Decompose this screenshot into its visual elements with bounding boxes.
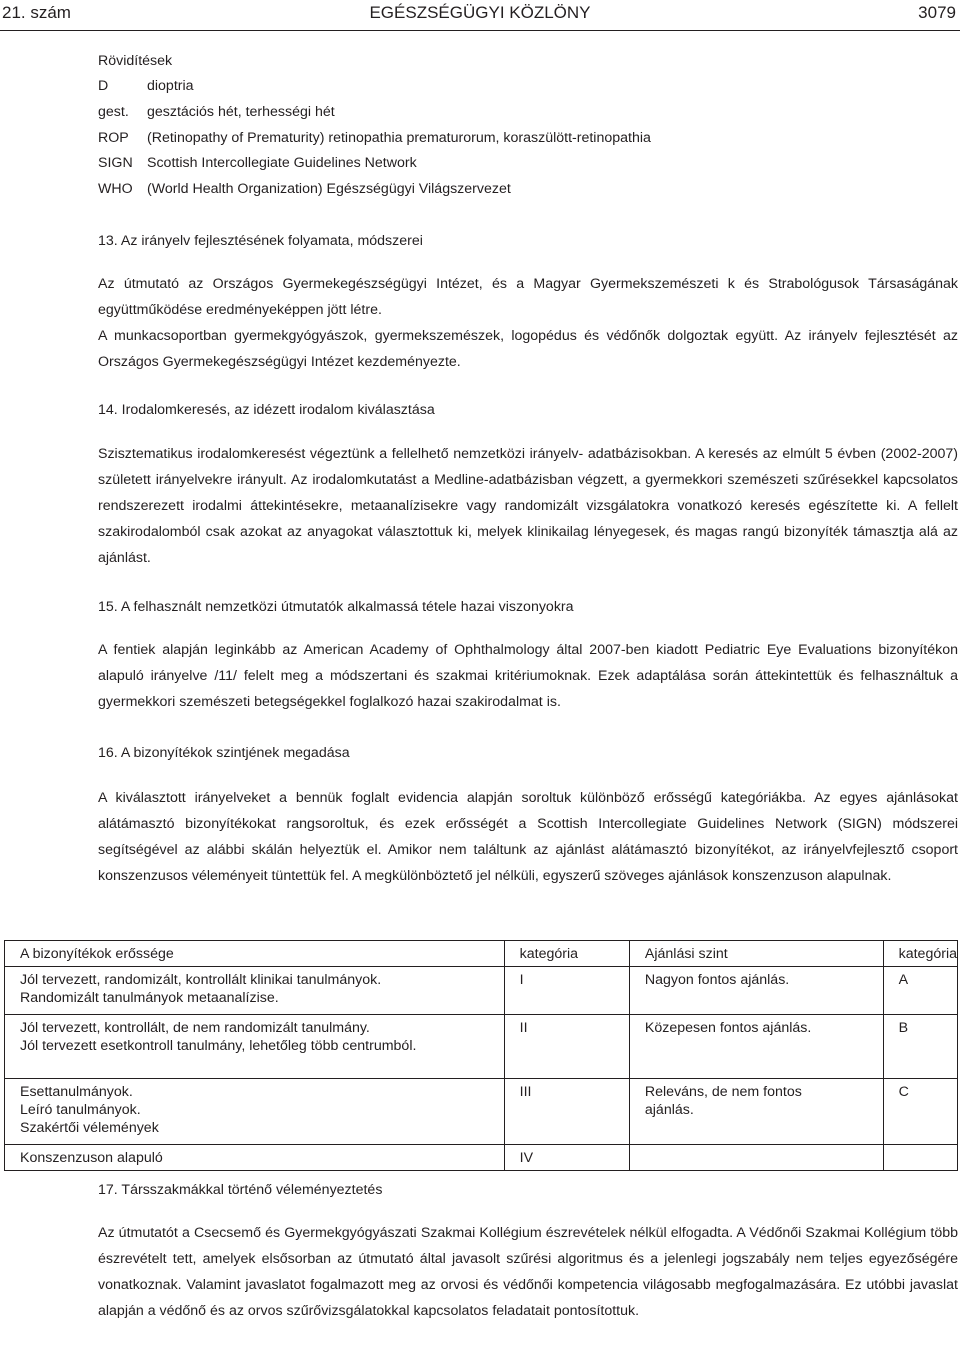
- evidence-cell: [5, 1015, 505, 1079]
- abbreviation-description: (World Health Organization) Egészségügyi Világszervezet: [147, 181, 511, 197]
- section-17-paragraph-1: Az útmutatót a Csecsemő és Gyermekgyógyászati Szakmai Kollégium észrevételek nélkül elfogadta. A Védőnői Szakmai Kollégium több észrevételt tett, amelyek elsősorban az útmutató által javasolt szűrési algoritmus és a jelenlegi jogszabály nem teljes egyezőségére vonatkoznak. Valamint javaslatot fogalmazott meg az orvosi és védőnői kompetencia világosabb megfogalmazására. Ez utóbbi javaslat alapján a védőnő és az orvos szűrővizsgálatokkal kapcsolatos feladatait pontosítottuk.: [98, 1225, 958, 1319]
- section-16-paragraph-1: A kiválasztott irányelveket a bennük foglalt evidencia alapján soroltuk különböző erősségű kategóriákba. Az egyes ajánlásokat alátámasztó bizonyítékokat rangsoroltuk, és ezek erősségét a Scottish Intercollegiate Guidelines Network (SIGN) módszerei segítségével az alábbi skálán helyeztük el. Amikor nem találtunk az ajánlást alátámasztó bizonyítékot, az irányelvfejlesztő csoport konszenzusos véleményeit tüntettük fel. A megkülönböztető jel nélküli, egyszerű szöveges ajánlások konszenzuson alapulnak.: [98, 790, 958, 884]
- evidence-line: Leíró tanulmányok.: [20, 1102, 141, 1118]
- evidence-line: Jól tervezett, kontrollált, de nem randomizált tanulmány.: [20, 1020, 370, 1036]
- section-13-heading: 13. Az irányelv fejlesztésének folyamata, módszerei: [98, 233, 423, 249]
- recommendation-category-cell: B: [883, 1015, 957, 1079]
- section-15-heading: 15. A felhasznált nemzetközi útmutatók alkalmassá tétele hazai viszonyokra: [98, 599, 574, 615]
- recommendation-category-cell: A: [883, 967, 957, 1015]
- evidence-category-cell: II: [504, 1015, 629, 1079]
- recommendation-category-cell: C: [883, 1079, 957, 1145]
- section-13-paragraph-1: Az útmutató az Országos Gyermekegészségügyi Intézet, és a Magyar Gyermekszemészeti k és Strabológusok Társaságának együttműködése eredményeképpen jött létre.: [98, 276, 958, 318]
- table-header-row: [5, 941, 958, 967]
- abbreviation-code: WHO: [98, 181, 133, 197]
- abbreviation-description: dioptria: [147, 78, 194, 94]
- evidence-line: Szakértői vélemények: [20, 1120, 159, 1136]
- abbreviation-code: gest.: [98, 104, 129, 120]
- column-header-evidence-strength: A bizonyítékok erőssége: [5, 941, 505, 967]
- recommendation-level-cell: Közepesen fontos ajánlás.: [629, 1015, 883, 1079]
- evidence-cell: [5, 967, 505, 1015]
- section-14-paragraph-1: Szisztematikus irodalomkeresést végeztünk a fellelhető nemzetközi irányelv- adatbázisokban. A keresés az elmúlt 5 évben (2002-2007) született irányelvekre irányult. Az irodalomkutatást a Medline-adatbázisban végzett, a gyermekkori szemészeti szűrésekkel kapcsolatos rendszerezett irodalmi áttekintésekre, metaanalízisekre vagy randomizált vizsgálatokra vonatkozó keresés egészítette ki. A fellelt szakirodalomból csak azokat az anyagokat választottuk ki, melyek klinikailag lényegesek, és magas rangú bizonyíték támasztja alá az ajánlást.: [98, 446, 958, 566]
- abbreviation-description: (Retinopathy of Prematurity) retinopathia prematurorum, koraszülött-retinopathia: [147, 130, 651, 146]
- evidence-line: Konszenzuson alapuló: [20, 1150, 163, 1166]
- section-17-heading: 17. Társszakmákkal történő véleményeztetés: [98, 1182, 383, 1198]
- evidence-cell: [5, 1079, 505, 1145]
- evidence-line: Randomizált tanulmányok metaanalízise.: [20, 990, 279, 1006]
- abbreviation-description: gesztációs hét, terhességi hét: [147, 104, 335, 120]
- evidence-line: Jól tervezett esetkontroll tanulmány, lehetőleg több centrumból.: [20, 1038, 417, 1054]
- evidence-level-table: [4, 940, 958, 1171]
- issue-number: 21. szám: [2, 3, 71, 22]
- table-row: [5, 1079, 958, 1145]
- evidence-line: Jól tervezett, randomizált, kontrollált klinikai tanulmányok.: [20, 972, 382, 988]
- page-header: [0, 0, 960, 31]
- column-header-recommendation-level: Ajánlási szint: [629, 941, 883, 967]
- table-row: [5, 1145, 958, 1171]
- evidence-line: Esettanulmányok.: [20, 1084, 133, 1100]
- recommendation-category-cell: [883, 1145, 957, 1171]
- table-row: [5, 967, 958, 1015]
- evidence-cell: [5, 1145, 505, 1171]
- recommendation-level-cell: Releváns, de nem fontos ajánlás.: [629, 1079, 883, 1145]
- evidence-category-cell: IV: [504, 1145, 629, 1171]
- publication-title: EGÉSZSÉGÜGYI KÖZLÖNY: [369, 3, 591, 22]
- abbreviation-code: D: [98, 78, 109, 94]
- evidence-category-cell: III: [504, 1079, 629, 1145]
- column-header-recommendation-category: kategória: [883, 941, 957, 967]
- evidence-category-cell: I: [504, 967, 629, 1015]
- column-header-evidence-category: kategória: [504, 941, 629, 967]
- abbreviation-code: ROP: [98, 130, 129, 146]
- recommendation-level-cell: Nagyon fontos ajánlás.: [629, 967, 883, 1015]
- page-number: 3079: [918, 3, 956, 22]
- abbreviation-code: SIGN: [98, 155, 133, 171]
- section-15-paragraph-1: A fentiek alapján leginkább az American Academy of Ophthalmology által 2007-ben kiadott Pediatric Eye Evaluations bizonyítékon alapuló irányelve /11/ felelt meg a módszertani és szakmai kritériumoknak. Ezek adaptálása során áttekintettük és felhasználtuk a gyermekkori szemészeti betegségekkel foglalkozó hazai szakirodalmat is.: [98, 642, 958, 710]
- table-row: [5, 1015, 958, 1079]
- abbreviations-title: Rövidítések: [98, 53, 173, 69]
- abbreviation-description: Scottish Intercollegiate Guidelines Network: [147, 155, 417, 171]
- section-14-heading: 14. Irodalomkeresés, az idézett irodalom kiválasztása: [98, 402, 435, 418]
- recommendation-level-cell: [629, 1145, 883, 1171]
- section-16-heading: 16. A bizonyítékok szintjének megadása: [98, 745, 350, 761]
- section-13-paragraph-2: A munkacsoportban gyermekgyógyászok, gyermekszemészek, logopédus és védőnők dolgoztak együtt. Az irányelv fejlesztését az Országos Gyermekegészségügyi Intézet kezdeményezte.: [98, 328, 958, 370]
